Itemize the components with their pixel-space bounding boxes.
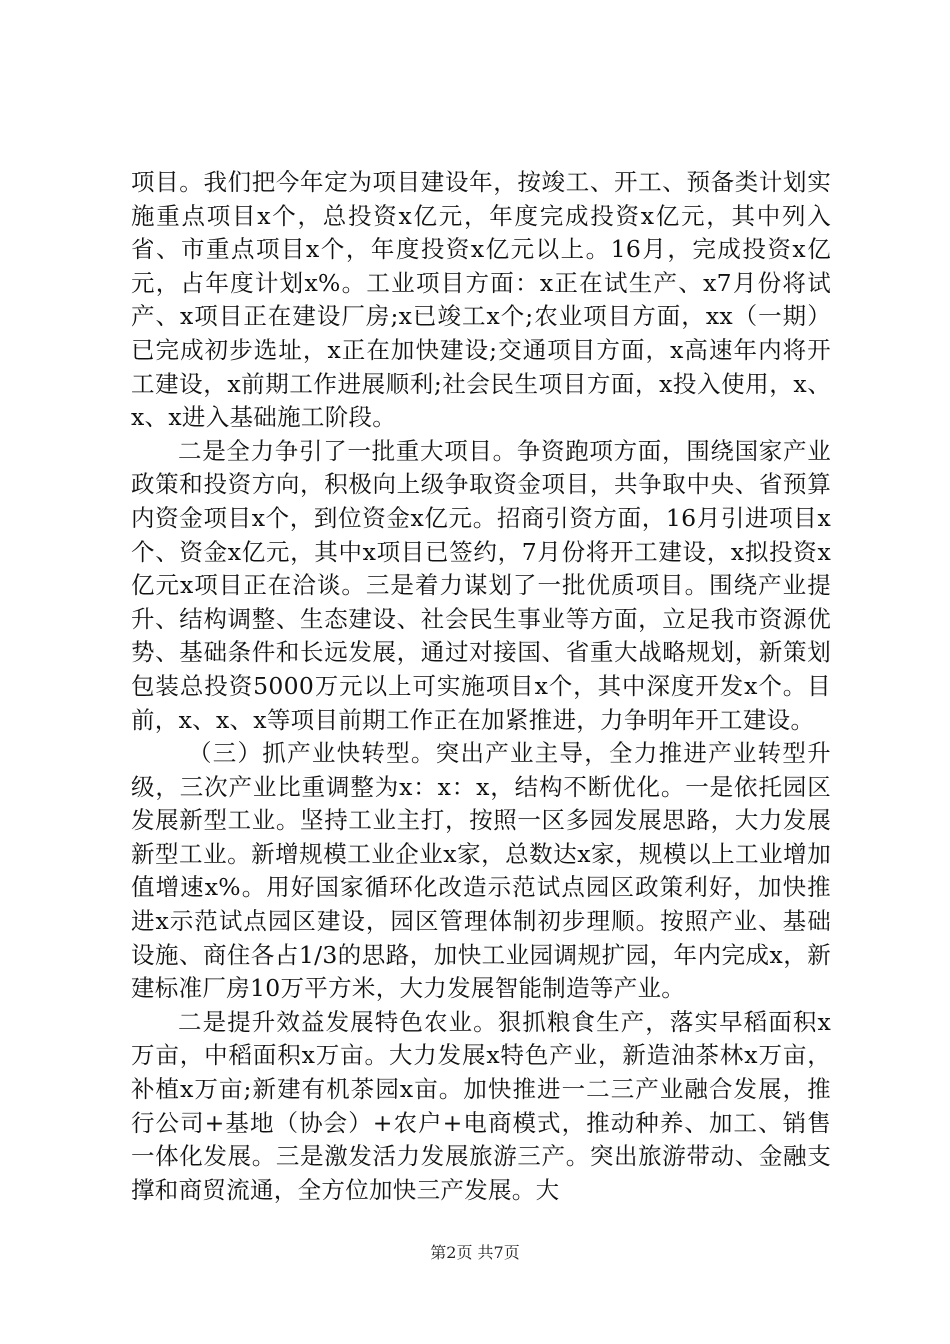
paragraph-1: 项目。我们把今年定为项目建设年，按竣工、开工、预备类计划实施重点项目x个，总投资x亿元，年度完成投资x亿元，其中列入省、市重点项目x个，年度投资x亿元以上。16月，完成投资x亿元，占年度计划x%。工业项目方面：x正在试生产、x7月份将试产、x项目正在建设厂房;x已竣工x个;农业项目方面，xx（一期）已完成初步选址，x正在加快建设;交通项目方面，x高速年内将开工建设，x前期工作进展顺利;社会民生项目方面，x投入使用，x、x、x进入基础施工阶段。 <box>131 168 831 432</box>
paragraph-2: 二是全力争引了一批重大项目。争资跑项方面，围绕国家产业政策和投资方向，积极向上级争取资金项目，共争取中央、省预算内资金项目x个，到位资金x亿元。招商引资方面，16月引进项目x个、资金x亿元，其中x项目已签约，7月份将开工建设，x拟投资x亿元x项目正在洽谈。三是着力谋划了一批优质项目。围绕产业提升、结构调整、生态建设、社会民生事业等方面，立足我市资源优势、基础条件和长远发展，通过对接国、省重大战略规划，新策划包装总投资5000万元以上可实施项目x个，其中深度开发x个。目前，x、x、x等项目前期工作正在加紧推进，力争明年开工建设。 <box>131 436 831 734</box>
document-body <box>131 166 831 1207</box>
page-footer: 第2页 共7页 <box>430 1243 520 1262</box>
paragraph-4: 二是提升效益发展特色农业。狠抓粮食生产，落实早稻面积x万亩，中稻面积x万亩。大力发展x特色产业，新造油茶林x万亩，补植x万亩;新建有机茶园x亩。加快推进一二三产业融合发展，推行公司+基地（协会）+农户+电商模式，推动种养、加工、销售一体化发展。三是激发活力发展旅游三产。突出旅游带动、金融支撑和商贸流通，全方位加快三产发展。大 <box>131 1007 831 1204</box>
paragraph-3: （三）抓产业快转型。突出产业主导，全力推进产业转型升级，三次产业比重调整为x：x：x，结构不断优化。一是依托园区发展新型工业。坚持工业主打，按照一区多园发展思路，大力发展新型工业。新增规模工业企业x家，总数达x家，规模以上工业增加值增速x%。用好国家循环化改造示范试点园区政策利好，加快推进x示范试点园区建设，园区管理体制初步理顺。按照产业、基础设施、商住各占1/3的思路，加快工业园调规扩园，年内完成x，新建标准厂房10万平方米，大力发展智能制造等产业。 <box>131 739 831 1003</box>
